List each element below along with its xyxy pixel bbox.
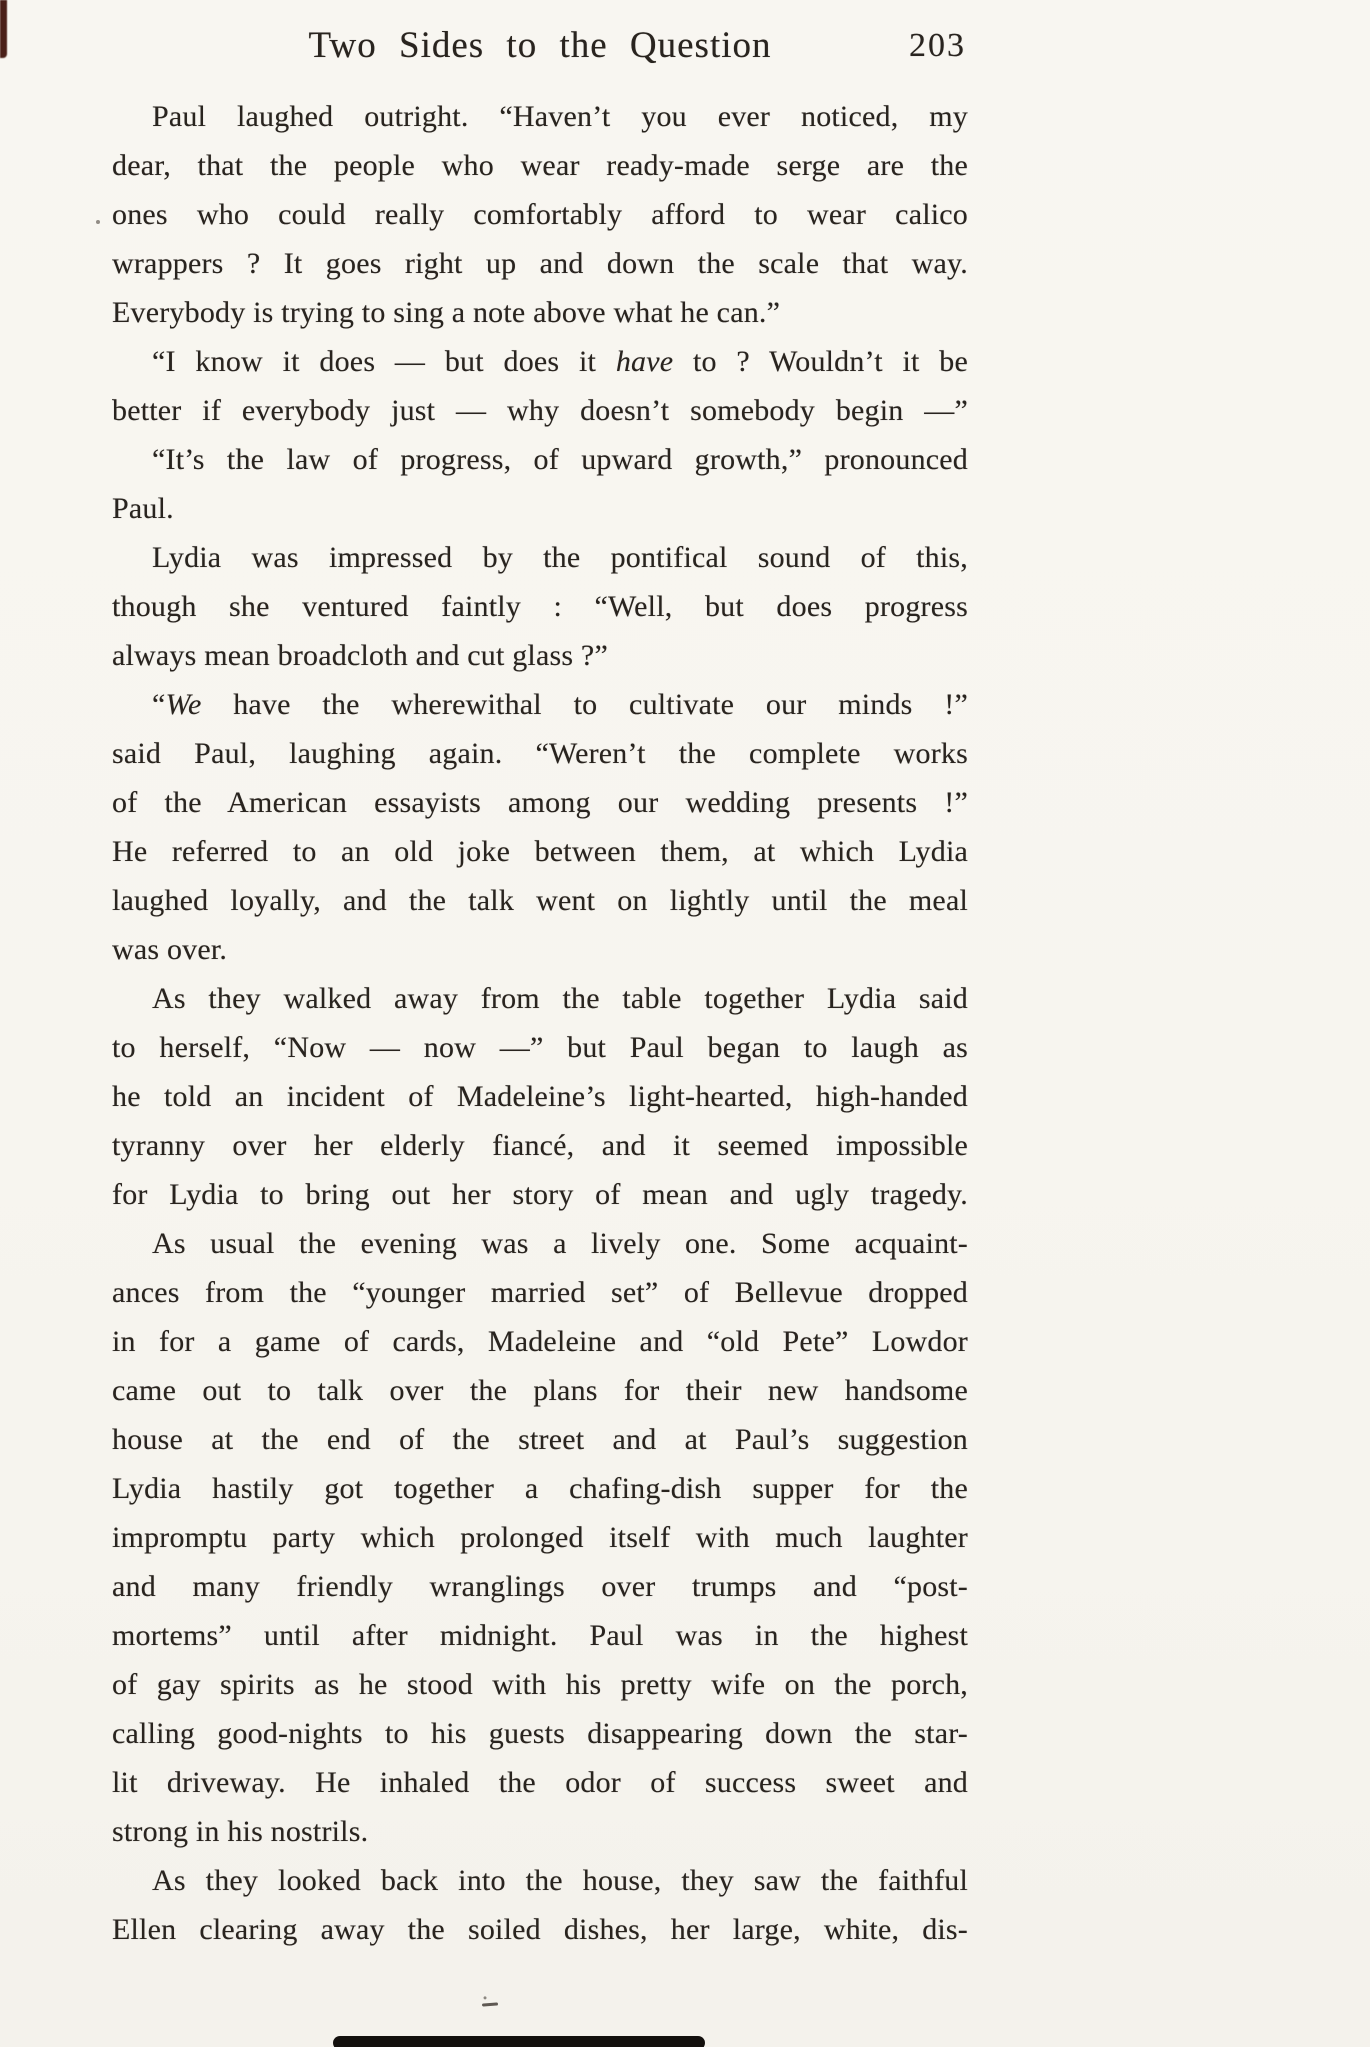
page-header bbox=[112, 24, 968, 80]
paragraph bbox=[112, 974, 968, 1219]
text-line bbox=[112, 1562, 968, 1611]
text-segment: was over. bbox=[112, 933, 228, 966]
text-segment: Ellen clearing away the soiled dishes, her large, white, dis- bbox=[112, 1913, 968, 1946]
text-segment: strong in his nostrils. bbox=[112, 1815, 369, 1848]
text-segment: As they walked away from the table together Lydia said bbox=[152, 982, 968, 1015]
text-segment: “ bbox=[152, 688, 166, 721]
text-segment: in for a game of cards, Madeleine and “old Pete” Lowdor bbox=[112, 1325, 968, 1358]
text-segment: of gay spirits as he stood with his pretty wife on the porch, bbox=[112, 1668, 968, 1701]
scan-edge-artifact bbox=[0, 0, 7, 58]
text-line bbox=[112, 925, 968, 974]
text-segment: said Paul, laughing again. “Weren’t the complete works bbox=[112, 737, 968, 770]
paragraph bbox=[112, 337, 968, 435]
text-segment: Lydia was impressed by the pontifical sound of this, bbox=[152, 541, 968, 574]
text-line bbox=[112, 239, 968, 288]
text-segment: mortems” until after midnight. Paul was in the highest bbox=[112, 1619, 968, 1652]
text-segment: He referred to an old joke between them, at which Lydia bbox=[112, 835, 968, 868]
text-line bbox=[112, 1121, 968, 1170]
text-segment: As they looked back into the house, they saw the faithful bbox=[152, 1864, 968, 1897]
paragraph bbox=[112, 435, 968, 533]
text-segment: of the American essayists among our wedding presents !” bbox=[112, 786, 968, 819]
paragraph bbox=[112, 92, 968, 337]
text-line bbox=[112, 1170, 968, 1219]
text-line bbox=[112, 1513, 968, 1562]
paragraph bbox=[112, 533, 968, 680]
text-segment: Everybody is trying to sing a note above what he can.” bbox=[112, 296, 781, 329]
text-segment: Paul laughed outright. “Haven’t you ever noticed, my bbox=[152, 100, 968, 133]
text-line bbox=[112, 631, 968, 680]
text-segment: ances from the “younger married set” of Bellevue dropped bbox=[112, 1276, 968, 1309]
text-line bbox=[112, 1660, 968, 1709]
text-segment: have the wherewithal to cultivate our minds !” bbox=[201, 688, 968, 721]
text-line bbox=[112, 1072, 968, 1121]
scan-bar-artifact bbox=[333, 2036, 705, 2047]
text-line bbox=[112, 1807, 968, 1856]
paragraph bbox=[112, 680, 968, 974]
text-line bbox=[112, 190, 968, 239]
text-line bbox=[112, 1905, 968, 1954]
text-line bbox=[112, 729, 968, 778]
text-line bbox=[112, 1317, 968, 1366]
running-title: Two Sides to the Question bbox=[308, 25, 772, 66]
text-segment: dear, that the people who wear ready-made serge are the bbox=[112, 149, 968, 182]
text-line bbox=[112, 1709, 968, 1758]
text-line bbox=[112, 876, 968, 925]
text-segment: “It’s the law of progress, of upward growth,” pronounced bbox=[152, 443, 968, 476]
text-segment: better if everybody just — why doesn’t somebody begin —” bbox=[112, 394, 968, 427]
paragraph bbox=[112, 1219, 968, 1856]
paragraph bbox=[112, 1856, 968, 1954]
text-line bbox=[112, 1856, 968, 1905]
text-line bbox=[112, 827, 968, 876]
text-segment: he told an incident of Madeleine’s light-hearted, high-handed bbox=[112, 1080, 968, 1113]
text-line bbox=[112, 386, 968, 435]
text-line bbox=[112, 778, 968, 827]
italic-text: We bbox=[165, 688, 202, 721]
text-line bbox=[112, 680, 968, 729]
text-line bbox=[112, 1464, 968, 1513]
text-segment: to ? Wouldn’t it be bbox=[673, 345, 968, 378]
text-line bbox=[112, 337, 968, 386]
text-segment: lit driveway. He inhaled the odor of success sweet and bbox=[112, 1766, 968, 1799]
text-segment: always mean broadcloth and cut glass ?” bbox=[112, 639, 608, 672]
text-line bbox=[112, 1366, 968, 1415]
page-number: 203 bbox=[909, 27, 966, 64]
text-segment: for Lydia to bring out her story of mean and ugly tragedy. bbox=[112, 1178, 968, 1211]
scan-mark-artifact bbox=[482, 2002, 498, 2006]
text-line bbox=[112, 141, 968, 190]
text-line bbox=[112, 1415, 968, 1464]
text-segment: calling good-nights to his guests disappearing down the star- bbox=[112, 1717, 968, 1750]
text-line bbox=[112, 1611, 968, 1660]
text-line bbox=[112, 1758, 968, 1807]
text-segment: wrappers ? It goes right up and down the scale that way. bbox=[112, 247, 968, 280]
text-line bbox=[112, 288, 968, 337]
text-block bbox=[112, 92, 968, 1954]
text-segment: ones who could really comfortably afford to wear calico bbox=[112, 198, 968, 231]
text-segment: though she ventured faintly : “Well, but does progress bbox=[112, 590, 968, 623]
italic-text: have bbox=[615, 345, 674, 378]
text-segment: Paul. bbox=[112, 492, 174, 525]
text-line bbox=[112, 435, 968, 484]
text-segment: tyranny over her elderly fiancé, and it seemed impossible bbox=[112, 1129, 968, 1162]
text-segment: As usual the evening was a lively one. Some acquaint- bbox=[152, 1227, 968, 1260]
text-line bbox=[112, 533, 968, 582]
text-segment: impromptu party which prolonged itself with much laughter bbox=[112, 1521, 968, 1554]
text-line bbox=[112, 974, 968, 1023]
text-line bbox=[112, 582, 968, 631]
text-line bbox=[112, 1219, 968, 1268]
text-segment: came out to talk over the plans for their new handsome bbox=[112, 1374, 968, 1407]
scan-speck-artifact bbox=[96, 220, 100, 224]
text-line bbox=[112, 1023, 968, 1072]
text-line bbox=[112, 1268, 968, 1317]
text-segment: laughed loyally, and the talk went on lightly until the meal bbox=[112, 884, 968, 917]
text-segment: house at the end of the street and at Paul’s suggestion bbox=[112, 1423, 968, 1456]
text-segment: and many friendly wranglings over trumps and “post- bbox=[112, 1570, 968, 1603]
text-line bbox=[112, 92, 968, 141]
text-segment: “I know it does — but does it bbox=[152, 345, 616, 378]
text-line bbox=[112, 484, 968, 533]
text-segment: Lydia hastily got together a chafing-dish supper for the bbox=[112, 1472, 968, 1505]
text-segment: to herself, “Now — now —” but Paul began to laugh as bbox=[112, 1031, 968, 1064]
